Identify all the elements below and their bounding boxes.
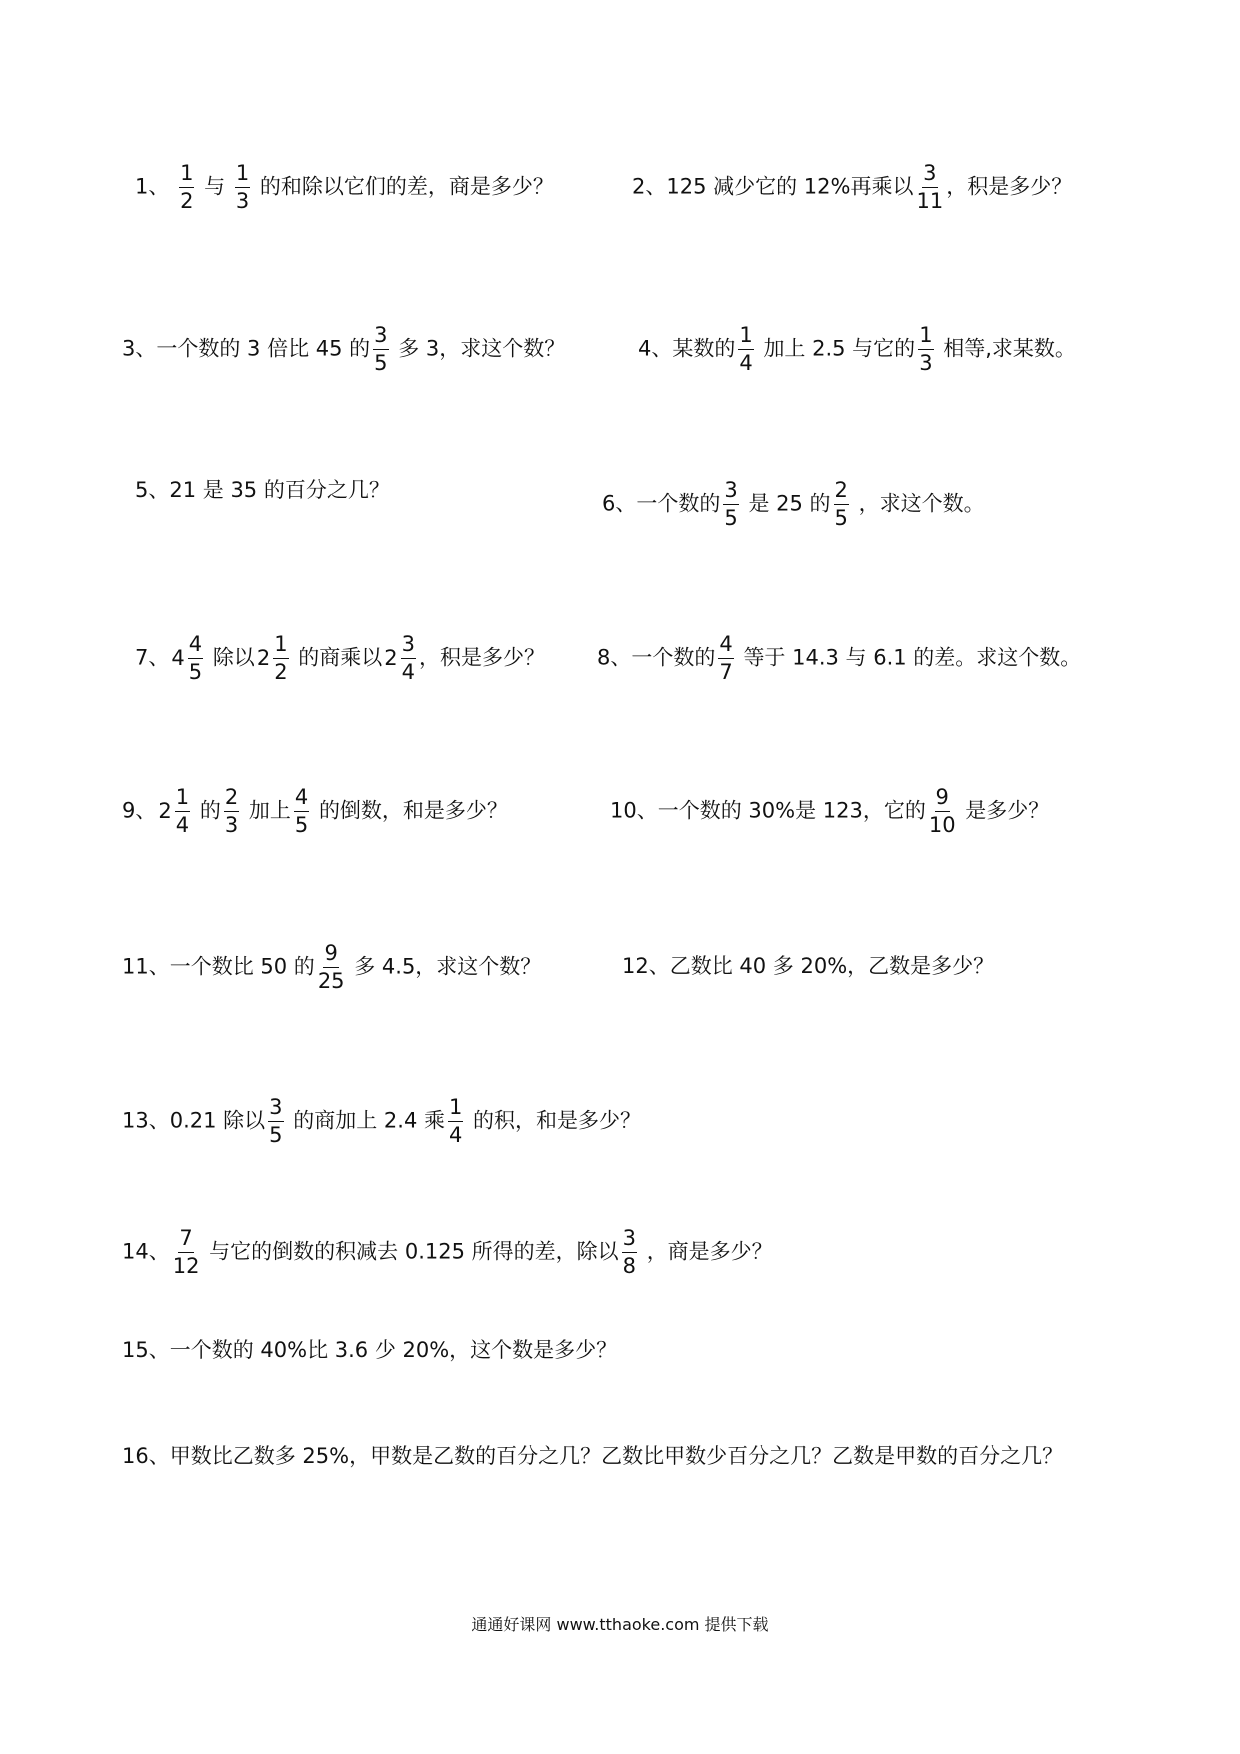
fraction: $\frac{1}{3}$ — [235, 161, 250, 213]
fraction: $\frac{3}{5}$ — [269, 1095, 283, 1147]
page-footer: 通通好课网 www.tthaoke.com 提供下载 — [471, 1615, 769, 1634]
fraction: $\frac{1}{4}$ — [175, 785, 190, 837]
problem-9: 9、2 $\frac{1}{4}$ 的 $\frac{2}{3}$ 加上 $\frac{4}{5}$ 的倒数，和是多少？ — [122, 785, 508, 837]
problem-1: 1、 $\frac{1}{2}$ 与 $\frac{1}{3}$ 的和除以它们的差，商是多少？ — [135, 161, 554, 213]
problem-2: 2、125 减少它的 12%再乘以 $\frac{3}{11}$ ，积是多少？ — [632, 161, 1073, 213]
fraction: $\frac{9}{10}$ — [928, 785, 956, 837]
problem-4: 4、某数的 $\frac{1}{4}$ 加上 2.5 与它的 $\frac{1}{3}$ 相等,求某数。 — [638, 323, 1076, 375]
fraction: $\frac{1}{4}$ — [739, 323, 753, 375]
fraction: $\frac{4}{5}$ — [294, 785, 309, 837]
problem-7: 7、4 $\frac{4}{5}$ 除以2 $\frac{1}{2}$ 的商乘以2 $\frac{3}{4}$ ，积是多少？ — [135, 632, 545, 684]
problem-6: 6、一个数的 $\frac{3}{5}$ 是 25 的 $\frac{2}{5}$ ，求这个数。 — [602, 478, 985, 530]
problem-12: 12、乙数比 40 多 20%，乙数是多少？ — [622, 954, 995, 978]
problem-14: 14、 $\frac{7}{12}$ 与它的倒数的积减去 0.125 所得的差，除以 $\frac{3}{8}$ ，商是多少？ — [122, 1226, 773, 1278]
fraction: $\frac{3}{5}$ — [374, 323, 388, 375]
problem-8: 8、一个数的 $\frac{4}{7}$ 等于 14.3 与 6.1 的差。求这个数。 — [597, 632, 1082, 684]
problem-5: 5、21 是 35 的百分之几？ — [135, 478, 390, 502]
fraction: $\frac{4}{5}$ — [188, 632, 203, 684]
fraction: $\frac{1}{2}$ — [180, 161, 194, 213]
fraction: $\frac{3}{5}$ — [724, 478, 738, 530]
problem-15: 15、一个数的 40%比 3.6 少 20%，这个数是多少？ — [122, 1338, 618, 1362]
fraction: $\frac{3}{11}$ — [916, 161, 944, 213]
fraction: $\frac{4}{7}$ — [719, 632, 733, 684]
problem-3: 3、一个数的 3 倍比 45 的 $\frac{3}{5}$ 多 3，求这个数？ — [122, 323, 566, 375]
problem-16: 16、甲数比乙数多 25%，甲数是乙数的百分之几？乙数比甲数少百分之几？乙数是甲数的百分之几？ — [122, 1444, 1064, 1468]
fraction: $\frac{1}{3}$ — [919, 323, 933, 375]
problem-13: 13、0.21 除以 $\frac{3}{5}$ 的商加上 2.4 乘 $\frac{1}{4}$ 的积，和是多少？ — [122, 1095, 642, 1147]
fraction: $\frac{3}{8}$ — [622, 1226, 636, 1278]
problem-10: 10、一个数的 30%是 123，它的 $\frac{9}{10}$ 是多少？ — [610, 785, 1050, 837]
fraction: $\frac{1}{2}$ — [274, 632, 288, 684]
problem-11: 11、一个数比 50 的 $\frac{9}{25}$ 多 4.5，求这个数？ — [122, 941, 542, 993]
fraction: $\frac{2}{3}$ — [224, 785, 239, 837]
fraction: $\frac{7}{12}$ — [172, 1226, 200, 1278]
fraction: $\frac{2}{5}$ — [834, 478, 848, 530]
fraction: $\frac{9}{25}$ — [317, 941, 345, 993]
fraction: $\frac{3}{4}$ — [401, 632, 415, 684]
fraction: $\frac{1}{4}$ — [448, 1095, 463, 1147]
